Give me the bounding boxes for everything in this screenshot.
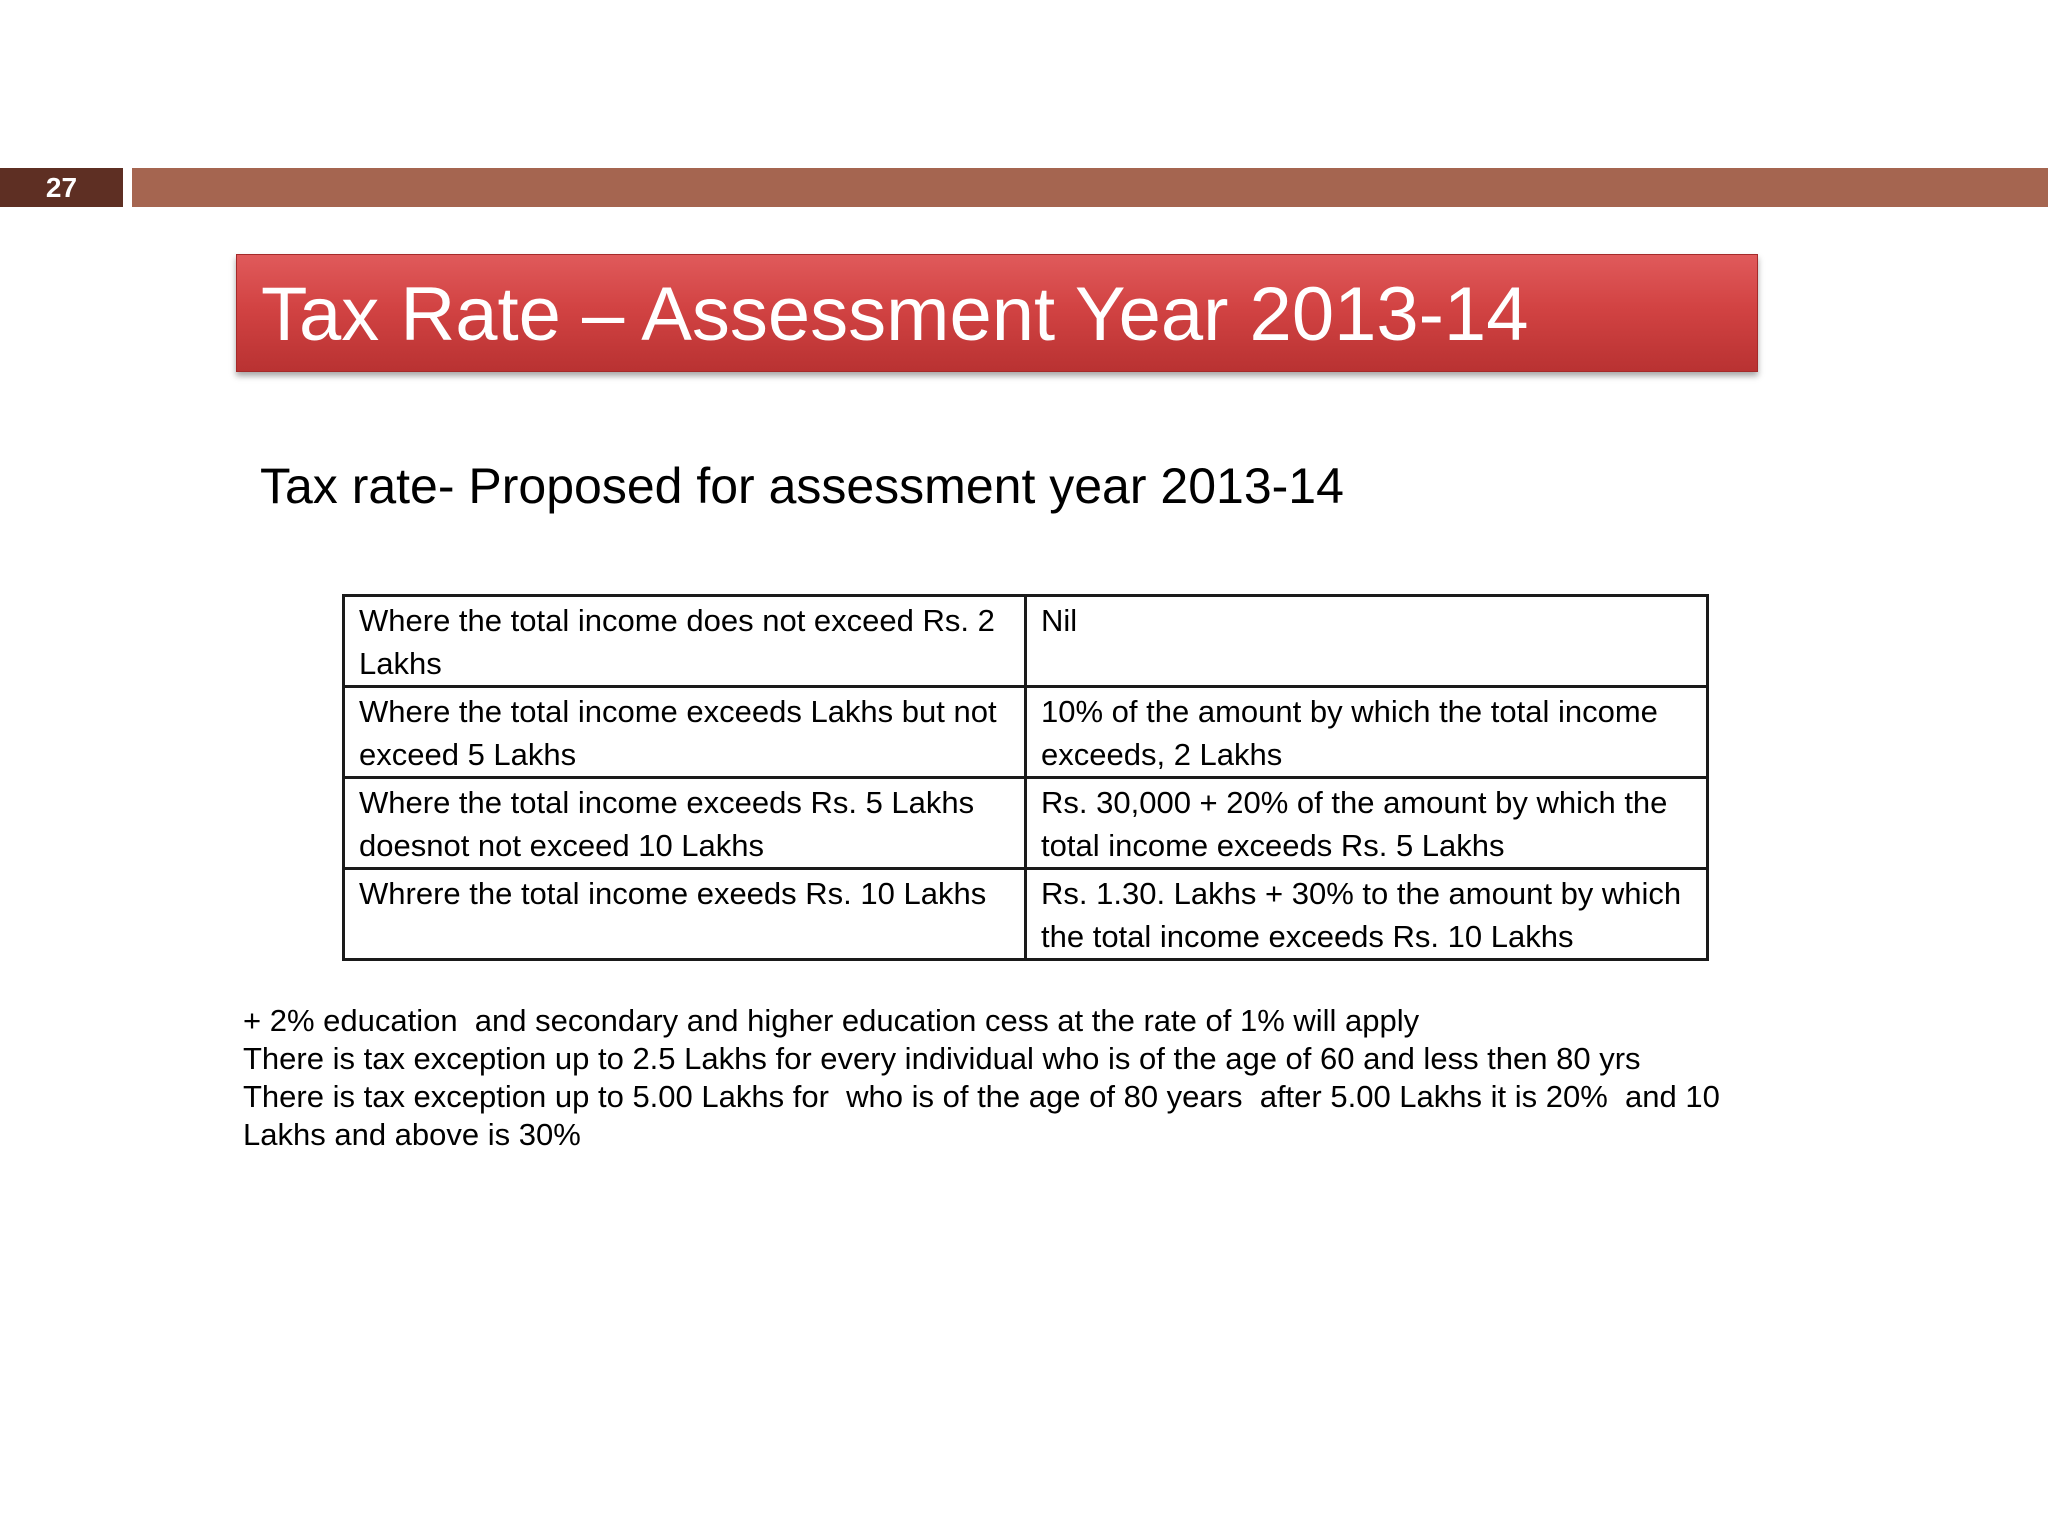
income-condition-cell: Where the total income exceeds Lakhs but not exceed 5 Lakhs [344,687,1026,778]
table-row [344,869,1708,960]
income-condition-cell: Where the total income exceeds Rs. 5 Lakhs doesnot not exceed 10 Lakhs [344,778,1026,869]
table-row [344,596,1708,687]
income-condition-cell: Where the total income does not exceed Rs. 2 Lakhs [344,596,1026,687]
slide-number: 27 [0,168,123,207]
tax-rate-cell: 10% of the amount by which the total income exceeds, 2 Lakhs [1026,687,1708,778]
notes [243,1002,1763,1154]
note-cess: + 2% education and secondary and higher education cess at the rate of 1% will apply [243,1003,1420,1038]
table-row [344,687,1708,778]
tax-rate-cell: Rs. 30,000 + 20% of the amount by which the total income exceeds Rs. 5 Lakhs [1026,778,1708,869]
slide-subtitle: Tax rate- Proposed for assessment year 2013-14 [260,458,1344,514]
note-senior-exemption: There is tax exception up to 2.5 Lakhs for every individual who is of the age of 60 and less then 80 yrs [243,1041,1641,1076]
table-row [344,778,1708,869]
note-super-senior-exemption: There is tax exception up to 5.00 Lakhs for who is of the age of 80 years after 5.00 Lakhs it is 20% and 10 Lakhs and above is 30% [243,1079,1729,1152]
tax-rate-table [342,594,1709,961]
income-condition-cell: Whrere the total income exeeds Rs. 10 Lakhs [344,869,1026,960]
title-banner [236,254,1758,372]
tax-rate-cell: Rs. 1.30. Lakhs + 30% to the amount by which the total income exceeds Rs. 10 Lakhs [1026,869,1708,960]
header-bar [132,168,2048,207]
slide-title: Tax Rate – Assessment Year 2013-14 [261,272,1529,357]
tax-rate-cell: Nil [1026,596,1708,687]
